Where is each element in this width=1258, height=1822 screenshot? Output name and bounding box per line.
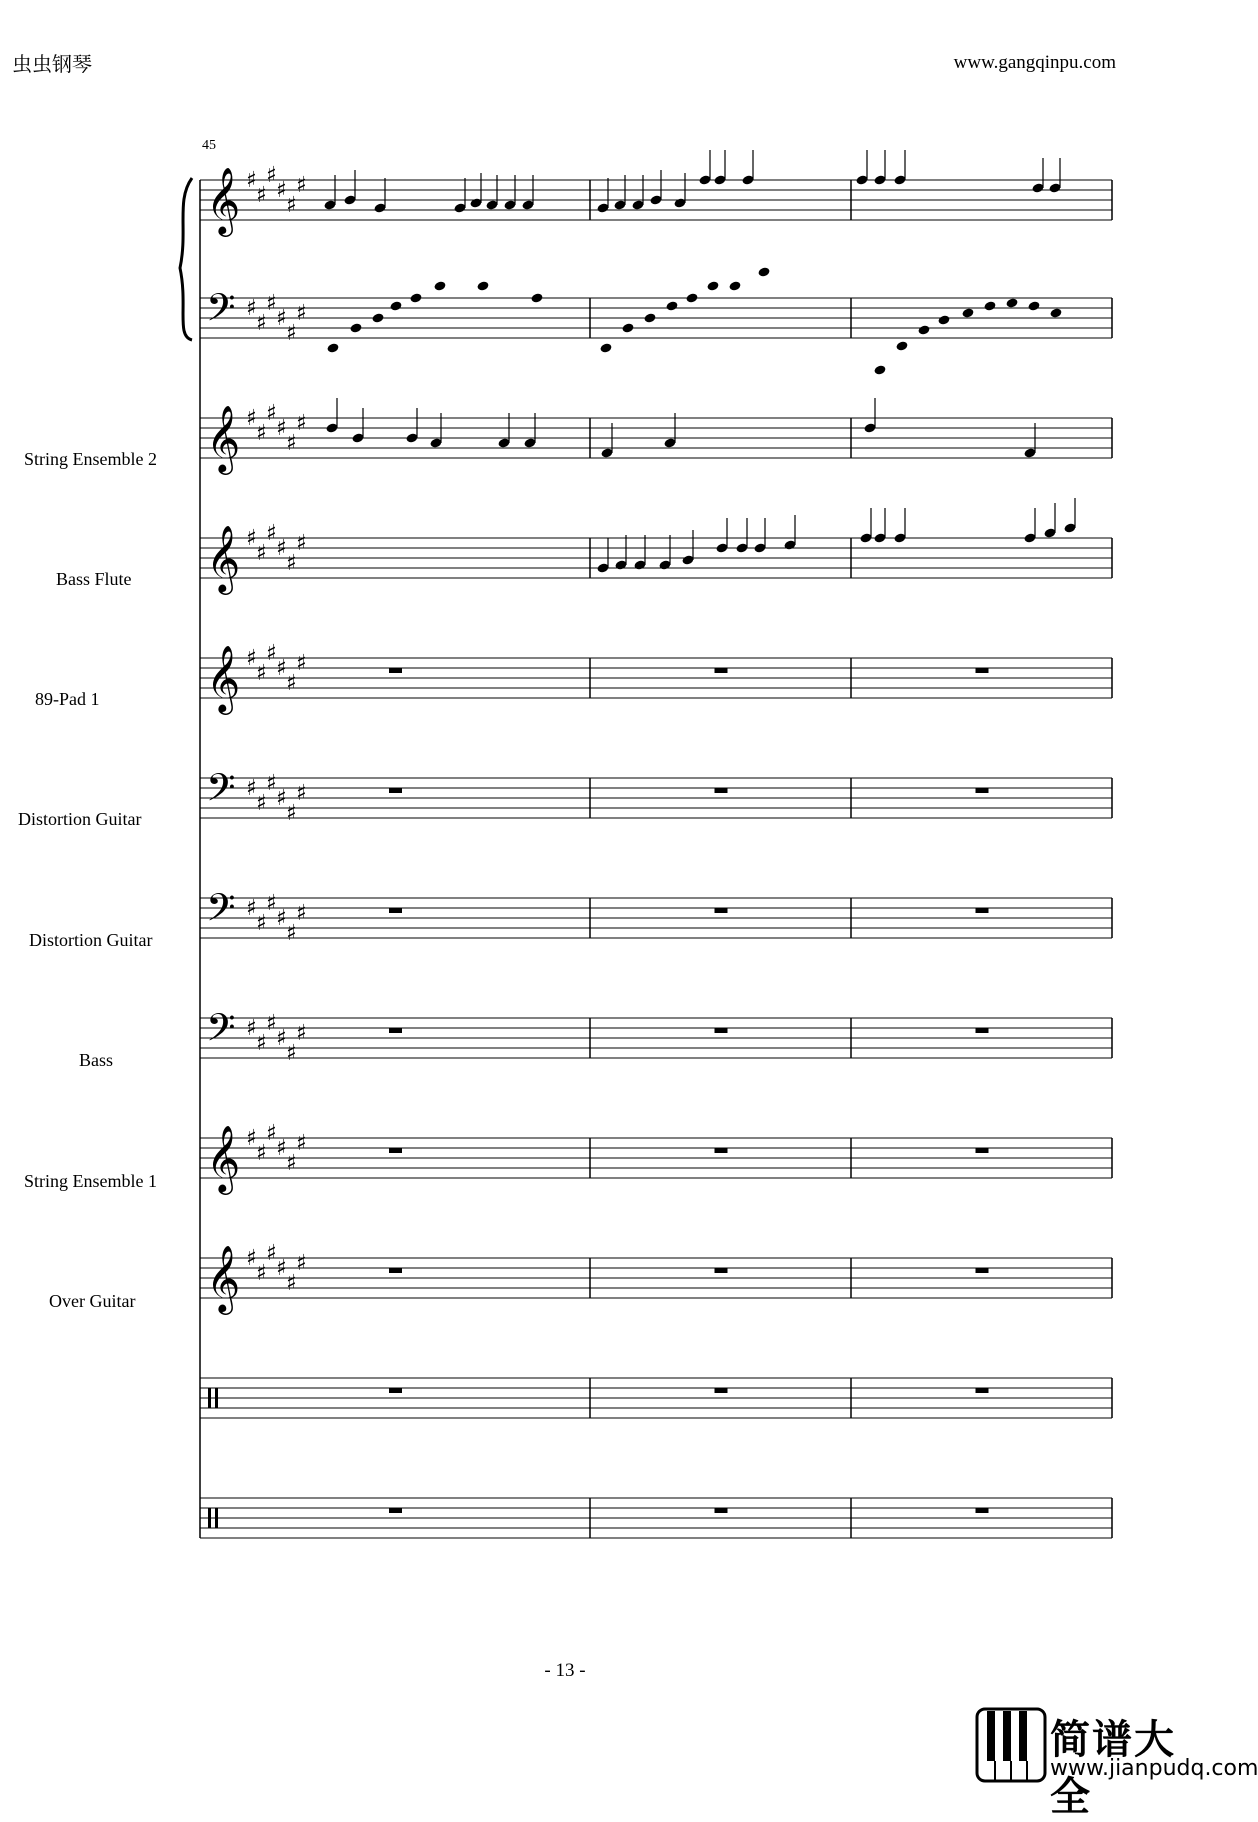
- bass-notehead: [728, 280, 741, 291]
- sharp-icon: ♯: [266, 771, 277, 796]
- sharp-icon: ♯: [266, 163, 277, 188]
- bass-notehead: [643, 312, 656, 323]
- whole-rest-icon: [715, 1028, 728, 1033]
- sharp-icon: ♯: [296, 651, 307, 676]
- piano-brace: [180, 178, 192, 340]
- whole-rest-icon: [389, 788, 402, 793]
- sharp-icon: ♯: [266, 891, 277, 916]
- sharp-icon: ♯: [296, 901, 307, 926]
- bass-notehead: [665, 300, 678, 311]
- bass-notehead: [1027, 300, 1040, 311]
- whole-rest-icon: [715, 788, 728, 793]
- whole-rest-icon: [715, 668, 728, 673]
- whole-rest-icon: [389, 668, 402, 673]
- bass-notehead: [530, 292, 543, 303]
- sharp-icon: ♯: [246, 1016, 257, 1041]
- sharp-icon: ♯: [276, 656, 287, 681]
- whole-rest-icon: [715, 908, 728, 913]
- footer-logo-name: 简谱大全: [1050, 1717, 1176, 1820]
- bass-notehead: [409, 292, 422, 303]
- sharp-icon: ♯: [296, 531, 307, 556]
- bass-notehead: [349, 322, 362, 333]
- measure-number: 45: [202, 138, 216, 153]
- whole-rest-icon: [389, 1508, 402, 1513]
- treble-clef-icon: 𝄞: [206, 166, 241, 234]
- sharp-icon: ♯: [246, 646, 257, 671]
- bass-notehead: [937, 314, 950, 325]
- percussion-clef-icon: [208, 1508, 211, 1528]
- whole-rest-icon: [976, 788, 989, 793]
- instrument-label-string-ensemble-1: String Ensemble 1: [24, 1171, 157, 1191]
- treble-clef-icon: 𝄞: [206, 524, 241, 592]
- bass-notehead: [1005, 297, 1018, 308]
- sharp-icon: ♯: [256, 541, 267, 566]
- sharp-icon: ♯: [286, 921, 297, 946]
- sharp-icon: ♯: [256, 911, 267, 936]
- sharp-icon: ♯: [256, 1031, 267, 1056]
- sharp-icon: ♯: [256, 421, 267, 446]
- sharp-icon: ♯: [296, 781, 307, 806]
- sharp-icon: ♯: [286, 1271, 297, 1296]
- sharp-icon: ♯: [246, 406, 257, 431]
- sharp-icon: ♯: [266, 291, 277, 316]
- whole-rest-icon: [389, 908, 402, 913]
- treble-clef-icon: 𝄞: [206, 1124, 241, 1192]
- bass-clef-icon: 𝄢: [206, 885, 236, 939]
- sharp-icon: ♯: [296, 411, 307, 436]
- sharp-icon: ♯: [286, 801, 297, 826]
- bass-notehead: [1049, 307, 1062, 318]
- footer-logo-url[interactable]: www.jianpudq.com: [1050, 1756, 1258, 1781]
- sharp-icon: ♯: [246, 1126, 257, 1151]
- sharp-icon: ♯: [246, 896, 257, 921]
- bass-clef-icon: 𝄢: [206, 1005, 236, 1059]
- sharp-icon: ♯: [276, 1136, 287, 1161]
- sharp-icon: ♯: [286, 551, 297, 576]
- whole-rest-icon: [389, 1388, 402, 1393]
- whole-rest-icon: [389, 1148, 402, 1153]
- sharp-icon: ♯: [286, 431, 297, 456]
- sharp-icon: ♯: [266, 1011, 277, 1036]
- sharp-icon: ♯: [256, 183, 267, 208]
- whole-rest-icon: [976, 1268, 989, 1273]
- sharp-icon: ♯: [266, 521, 277, 546]
- whole-rest-icon: [389, 1028, 402, 1033]
- treble-clef-icon: 𝄞: [206, 1244, 241, 1312]
- sharp-icon: ♯: [276, 536, 287, 561]
- bass-notehead: [757, 266, 770, 277]
- instrument-label-pad: 89-Pad 1: [35, 689, 100, 709]
- instrument-label-string-ensemble-2: String Ensemble 2: [24, 449, 157, 469]
- sharp-icon: ♯: [246, 1246, 257, 1271]
- sharp-icon: ♯: [286, 321, 297, 346]
- sharp-icon: ♯: [256, 1261, 267, 1286]
- sharp-icon: ♯: [286, 1151, 297, 1176]
- sharp-icon: ♯: [276, 786, 287, 811]
- sharp-icon: ♯: [296, 1131, 307, 1156]
- whole-rest-icon: [389, 1268, 402, 1273]
- page-number: - 13 -: [544, 1660, 586, 1681]
- whole-rest-icon: [715, 1148, 728, 1153]
- site-name: 虫虫钢琴: [12, 54, 92, 76]
- whole-rest-icon: [976, 908, 989, 913]
- whole-rest-icon: [976, 1388, 989, 1393]
- sharp-icon: ♯: [286, 193, 297, 218]
- bass-notehead: [983, 300, 996, 311]
- sharp-icon: ♯: [296, 173, 307, 198]
- bass-notehead: [326, 342, 339, 353]
- sharp-icon: ♯: [266, 401, 277, 426]
- whole-rest-icon: [976, 1508, 989, 1513]
- sharp-icon: ♯: [246, 526, 257, 551]
- bass-notehead: [389, 300, 402, 311]
- sharp-icon: ♯: [276, 1256, 287, 1281]
- bass-notehead: [873, 364, 886, 375]
- bass-notehead: [917, 324, 930, 335]
- sharp-icon: ♯: [246, 776, 257, 801]
- bass-notehead: [433, 280, 446, 291]
- instrument-label-distortion-guitar-1: Distortion Guitar: [18, 809, 142, 829]
- bass-notehead: [685, 292, 698, 303]
- whole-rest-icon: [715, 1388, 728, 1393]
- treble-clef-icon: 𝄞: [206, 644, 241, 712]
- sharp-icon: ♯: [256, 791, 267, 816]
- sharp-icon: ♯: [266, 641, 277, 666]
- bass-notehead: [476, 280, 489, 291]
- treble-clef-icon: 𝄞: [206, 404, 241, 472]
- sharp-icon: ♯: [286, 671, 297, 696]
- sharp-icon: ♯: [286, 1041, 297, 1066]
- sharp-icon: ♯: [296, 1021, 307, 1046]
- bass-notehead: [599, 342, 612, 353]
- whole-rest-icon: [715, 1268, 728, 1273]
- bass-notehead: [895, 340, 908, 351]
- bass-notehead: [371, 312, 384, 323]
- bass-notehead: [961, 307, 974, 318]
- sharp-icon: ♯: [256, 661, 267, 686]
- instrument-label-distortion-guitar-2: Distortion Guitar: [29, 930, 153, 950]
- sharp-icon: ♯: [246, 168, 257, 193]
- sharp-icon: ♯: [276, 416, 287, 441]
- sharp-icon: ♯: [256, 1141, 267, 1166]
- sharp-icon: ♯: [276, 306, 287, 331]
- sharp-icon: ♯: [256, 311, 267, 336]
- whole-rest-icon: [976, 1148, 989, 1153]
- whole-rest-icon: [715, 1508, 728, 1513]
- sharp-icon: ♯: [266, 1241, 277, 1266]
- sharp-icon: ♯: [276, 178, 287, 203]
- instrument-label-bass-flute: Bass Flute: [56, 569, 132, 589]
- bass-clef-icon: 𝄢: [206, 765, 236, 819]
- site-url[interactable]: www.gangqinpu.com: [953, 52, 1116, 73]
- sharp-icon: ♯: [266, 1121, 277, 1146]
- instrument-label-bass: Bass: [79, 1050, 114, 1070]
- sharp-icon: ♯: [246, 296, 257, 321]
- sharp-icon: ♯: [276, 1026, 287, 1051]
- whole-rest-icon: [976, 668, 989, 673]
- bass-notehead: [621, 322, 634, 333]
- bass-clef-icon: 𝄢: [206, 285, 236, 339]
- bass-notehead: [706, 280, 719, 291]
- whole-rest-icon: [976, 1028, 989, 1033]
- sharp-icon: ♯: [296, 301, 307, 326]
- sharp-icon: ♯: [296, 1251, 307, 1276]
- percussion-clef-icon: [208, 1388, 211, 1408]
- sharp-icon: ♯: [276, 906, 287, 931]
- instrument-label-over-guitar: Over Guitar: [49, 1291, 136, 1311]
